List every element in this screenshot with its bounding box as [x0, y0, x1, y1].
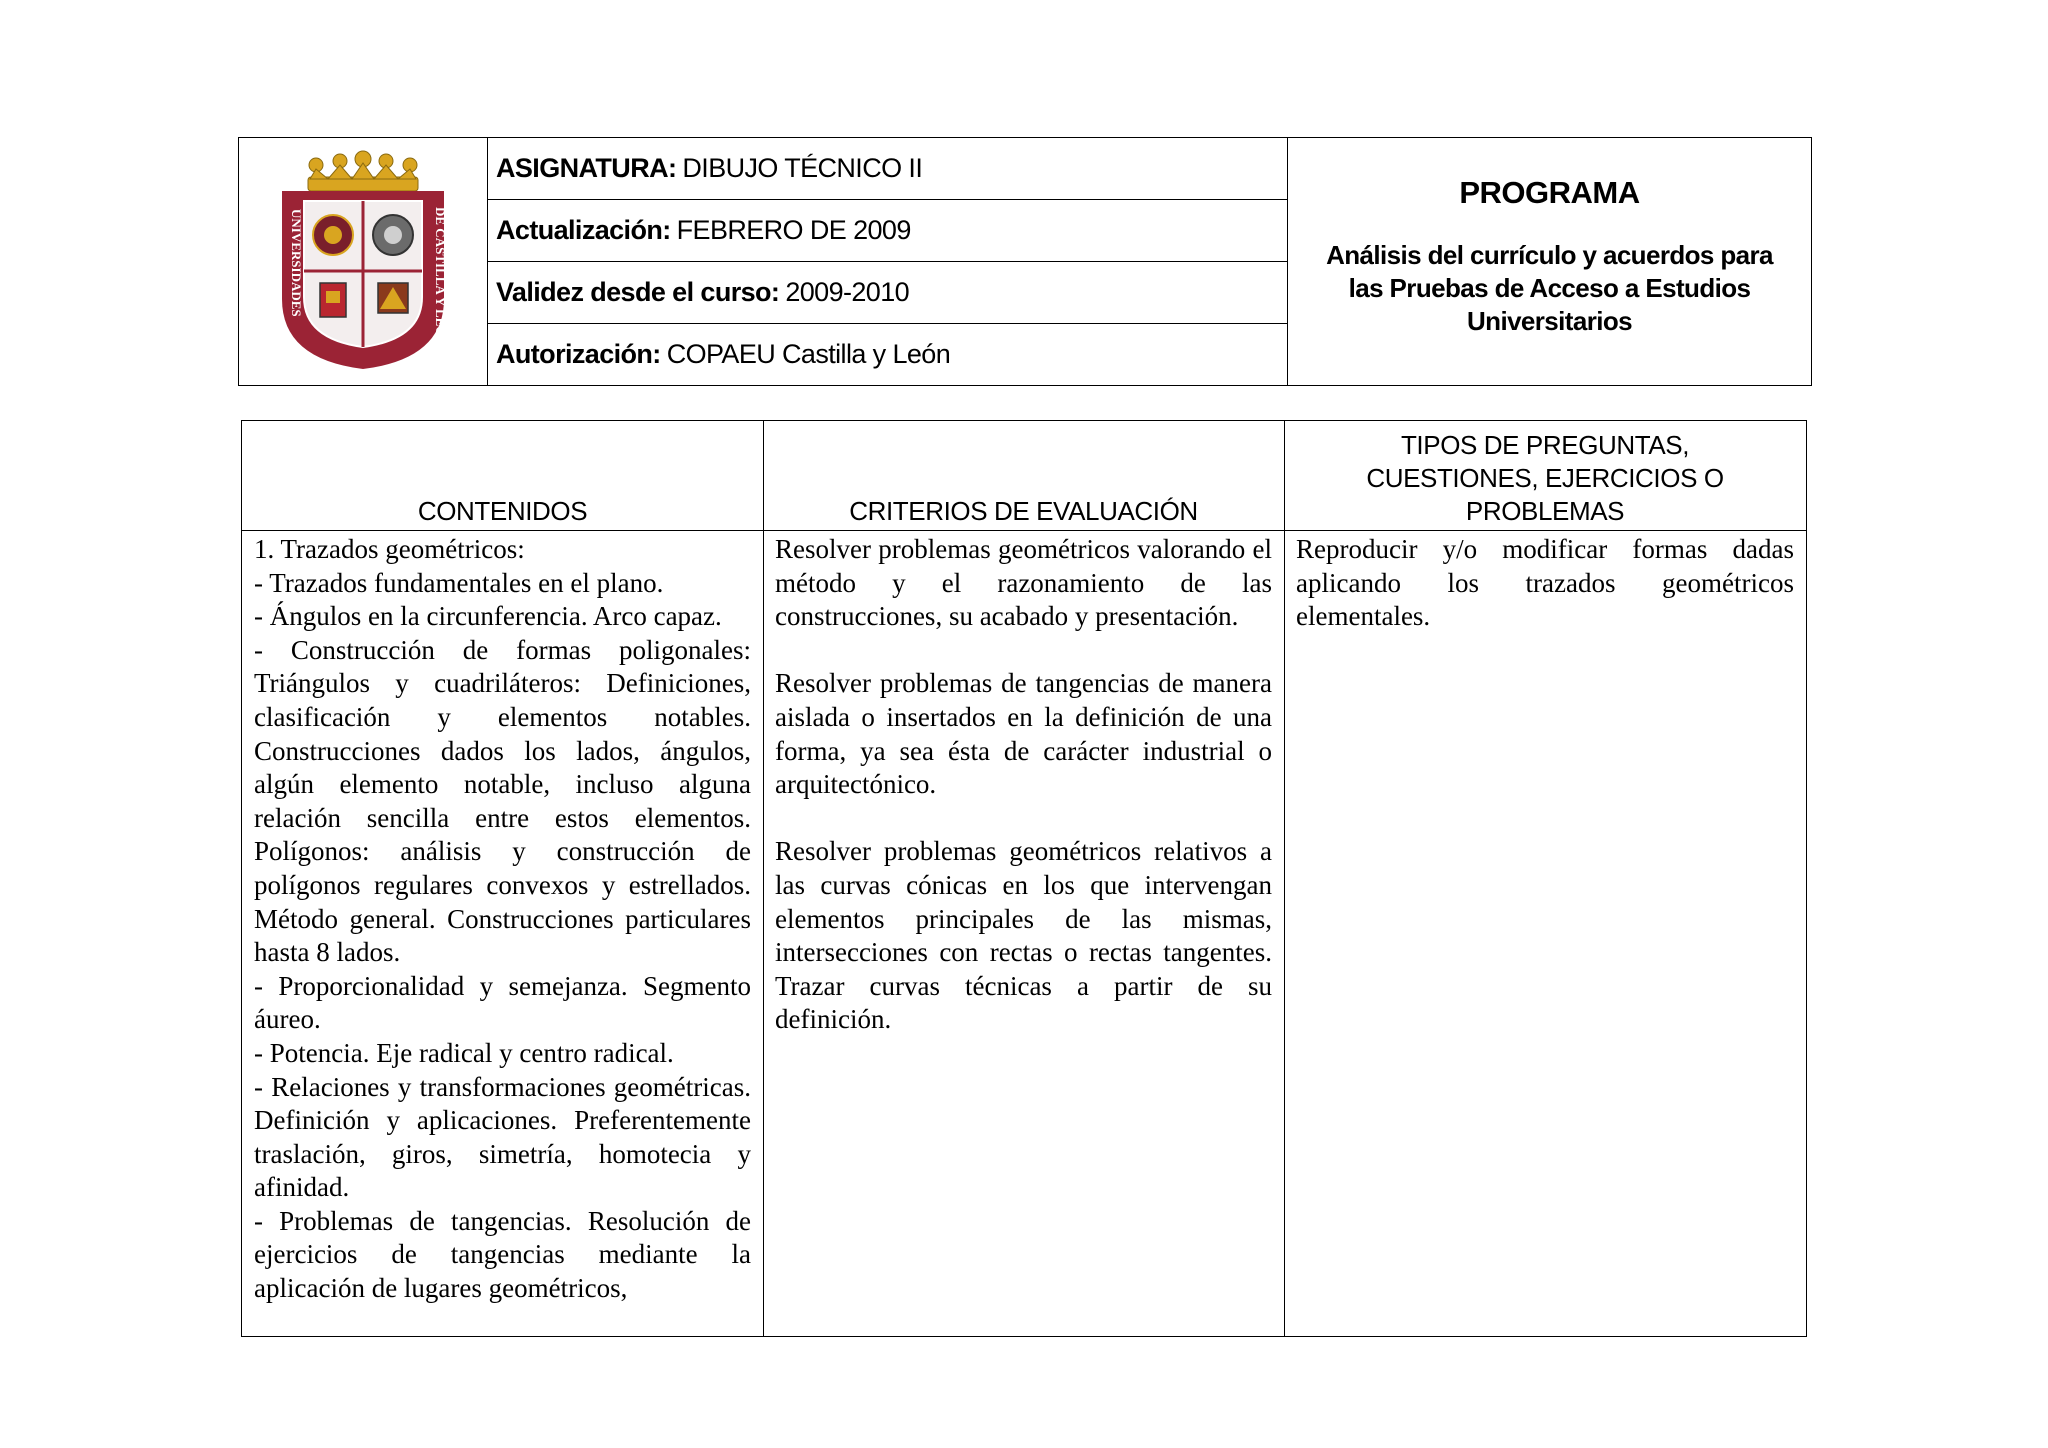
- contenidos-item: - Proporcionalidad y semejanza. Segmento áureo.: [254, 970, 751, 1035]
- field-autorizacion: [488, 324, 1287, 385]
- field-value: COPAEU Castilla y León: [666, 339, 951, 369]
- field-label: ASIGNATURA:: [496, 153, 677, 183]
- column-header-criterios: CRITERIOS DE EVALUACIÓN: [849, 496, 1198, 526]
- tipos-cell: [1296, 533, 1794, 1336]
- crown-icon: [308, 151, 418, 191]
- content-table: [241, 420, 1807, 1337]
- header-fields: [488, 138, 1288, 385]
- contenidos-item: - Problemas de tangencias. Resolución de ejercicios de tangencias mediante la aplicación de lugares geométricos,: [254, 1205, 751, 1304]
- field-value: 2009-2010: [785, 277, 910, 307]
- field-asignatura: [488, 138, 1287, 200]
- field-actualizacion: [488, 200, 1287, 262]
- svg-text:DE CASTILLA Y LEÓN: DE CASTILLA Y LEÓN: [433, 206, 448, 346]
- column-header-tipos: TIPOS DE PREGUNTAS, CUESTIONES, EJERCICIOS O PROBLEMAS: [1366, 430, 1724, 526]
- contenidos-item: - Ángulos en la circunferencia. Arco capaz.: [254, 601, 722, 632]
- contenidos-item: - Relaciones y transformaciones geométricas. Definición y aplicaciones. Preferentemente traslación, giros, simetría, homotecia y afinidad.: [254, 1071, 751, 1203]
- field-value: FEBRERO DE 2009: [676, 215, 911, 245]
- field-label: Autorización:: [496, 339, 661, 369]
- paragraph-gap: [775, 634, 1272, 668]
- field-label: Validez desde el curso:: [496, 277, 780, 307]
- column-divider: [1284, 421, 1285, 1336]
- column-header-contenidos: CONTENIDOS: [417, 496, 588, 526]
- svg-text:UNIVERSIDADES: UNIVERSIDADES: [289, 208, 304, 317]
- field-label: Actualización:: [496, 215, 671, 245]
- field-value: DIBUJO TÉCNICO II: [682, 153, 923, 183]
- criterios-cell: [775, 533, 1272, 1336]
- logo-cell: [239, 138, 488, 385]
- column-divider: [763, 421, 764, 1336]
- criterio-item: Resolver problemas geométricos relativos a las curvas cónicas en los que intervengan elementos principales de las mismas, intersecciones con rectas o rectas tangentes. Trazar curvas técnicas a partir de su definición.: [775, 836, 1272, 1035]
- criterio-item: Resolver problemas de tangencias de manera aislada o insertados en la definición de una forma, ya sea ésta de carácter industrial o arquitectónico.: [775, 668, 1272, 800]
- programa-title: PROGRAMA: [1459, 175, 1640, 210]
- paragraph-gap: [775, 802, 1272, 836]
- programa-cell: [1288, 138, 1811, 385]
- header-divider: [242, 530, 1806, 531]
- university-seal-logo: [268, 149, 458, 375]
- contenidos-item: - Trazados fundamentales en el plano.: [254, 567, 664, 598]
- field-validez: [488, 262, 1287, 324]
- programa-subtitle: Análisis del currículo y acuerdos para las Pruebas de Acceso a Estudios Universitarios: [1326, 240, 1773, 336]
- contenidos-cell: [254, 533, 751, 1336]
- document-header: [238, 137, 1812, 386]
- contenidos-item: 1. Trazados geométricos:: [254, 534, 525, 564]
- contenidos-item: - Construcción de formas poligonales: Triángulos y cuadriláteros: Definiciones, clasificación y elementos notables. Construcciones dados los lados, ángulos, algún elemento notable, incluso alguna relación sencilla entre estos elementos. Polígonos: análisis y construcción de polígonos regulares convexos y estrellados. Método general. Construcciones particulares hasta 8 lados.: [254, 634, 751, 968]
- tipo-item: Reproducir y/o modificar formas dadas aplicando los trazados geométricos elementales.: [1296, 534, 1794, 632]
- criterio-item: Resolver problemas geométricos valorando el método y el razonamiento de las construcciones, su acabado y presentación.: [775, 534, 1272, 632]
- contenidos-item: - Potencia. Eje radical y centro radical.: [254, 1037, 674, 1068]
